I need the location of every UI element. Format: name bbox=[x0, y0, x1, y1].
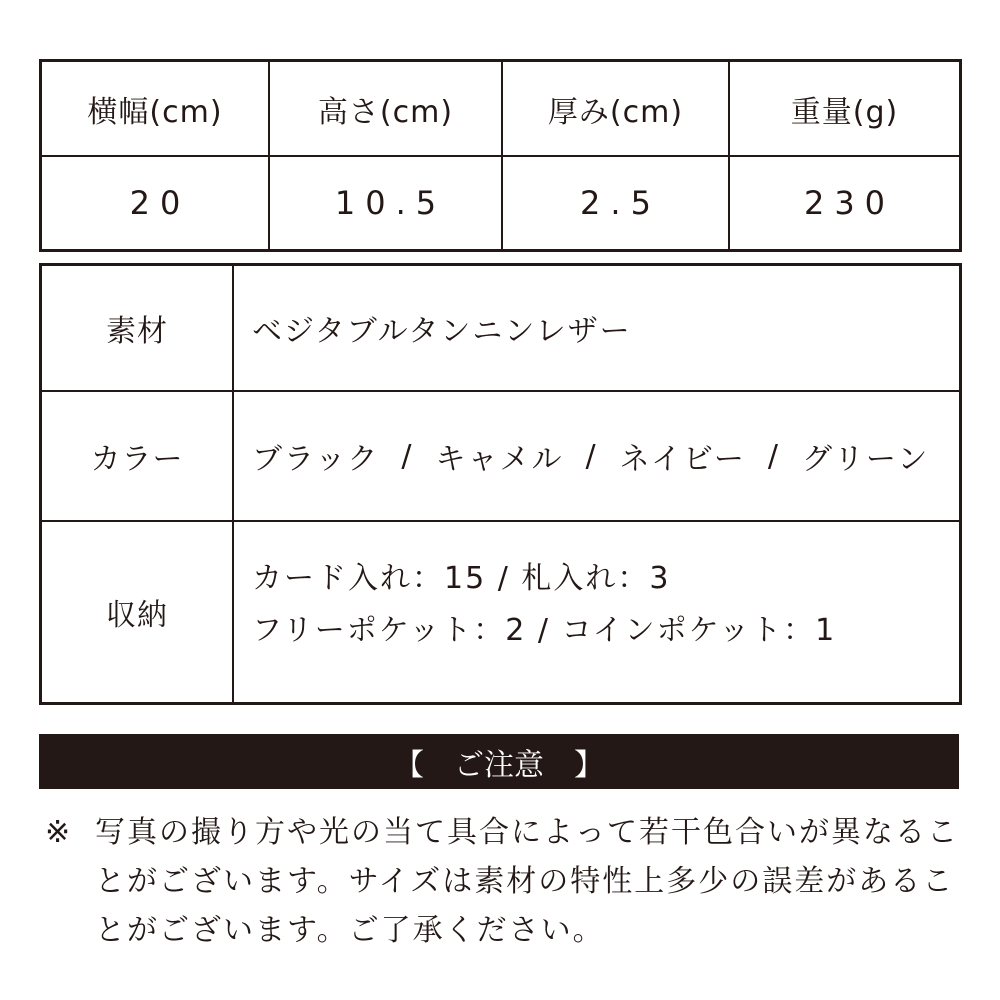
header-width: 横幅(cm) bbox=[42, 62, 270, 157]
material-label: 素材 bbox=[42, 266, 234, 392]
material-value: ベジタブルタンニンレザー bbox=[234, 266, 959, 392]
storage-label: 収納 bbox=[42, 522, 234, 702]
color-option-camel: キャメル bbox=[435, 442, 564, 477]
notice-text bbox=[45, 808, 960, 955]
spec-table bbox=[39, 263, 962, 705]
header-height: 高さ(cm) bbox=[270, 62, 503, 157]
color-option-black: ブラック bbox=[252, 442, 380, 477]
notice-header bbox=[39, 734, 959, 789]
header-thickness: 厚み(cm) bbox=[503, 62, 730, 157]
color-option-navy: ネイビー bbox=[619, 442, 746, 477]
color-value bbox=[234, 392, 959, 522]
value-width: 20 bbox=[42, 157, 270, 249]
storage-value bbox=[234, 522, 959, 702]
reference-mark: ※ bbox=[45, 815, 73, 850]
storage-line-pockets: フリーポケット：2 / コインポケット：1 bbox=[252, 613, 837, 648]
value-height: 10.5 bbox=[270, 157, 503, 249]
storage-lines bbox=[252, 553, 836, 649]
value-thickness: 2.5 bbox=[503, 157, 730, 249]
color-separator: / bbox=[585, 438, 598, 474]
notice-body: 写真の撮り方や光の当て具合によって若干色合いが異なることがございます。サイズは素材の特性上多少の誤差があることがございます。ご了承ください。 bbox=[95, 815, 959, 948]
notice-title: ご注意 bbox=[454, 747, 544, 783]
color-label: カラー bbox=[42, 392, 234, 522]
storage-line-cards: カード入れ：15 / 札入れ：3 bbox=[252, 561, 671, 596]
dimensions-table bbox=[39, 59, 962, 252]
color-separator: / bbox=[401, 438, 414, 474]
color-separator: / bbox=[767, 438, 780, 474]
notice-close-bracket: 】 bbox=[574, 747, 604, 783]
value-weight: 230 bbox=[803, 184, 896, 222]
notice-open-bracket: 【 bbox=[394, 747, 424, 783]
color-option-green: グリーン bbox=[801, 442, 930, 477]
color-options bbox=[252, 434, 929, 478]
header-weight: 重量(g) bbox=[730, 62, 959, 157]
